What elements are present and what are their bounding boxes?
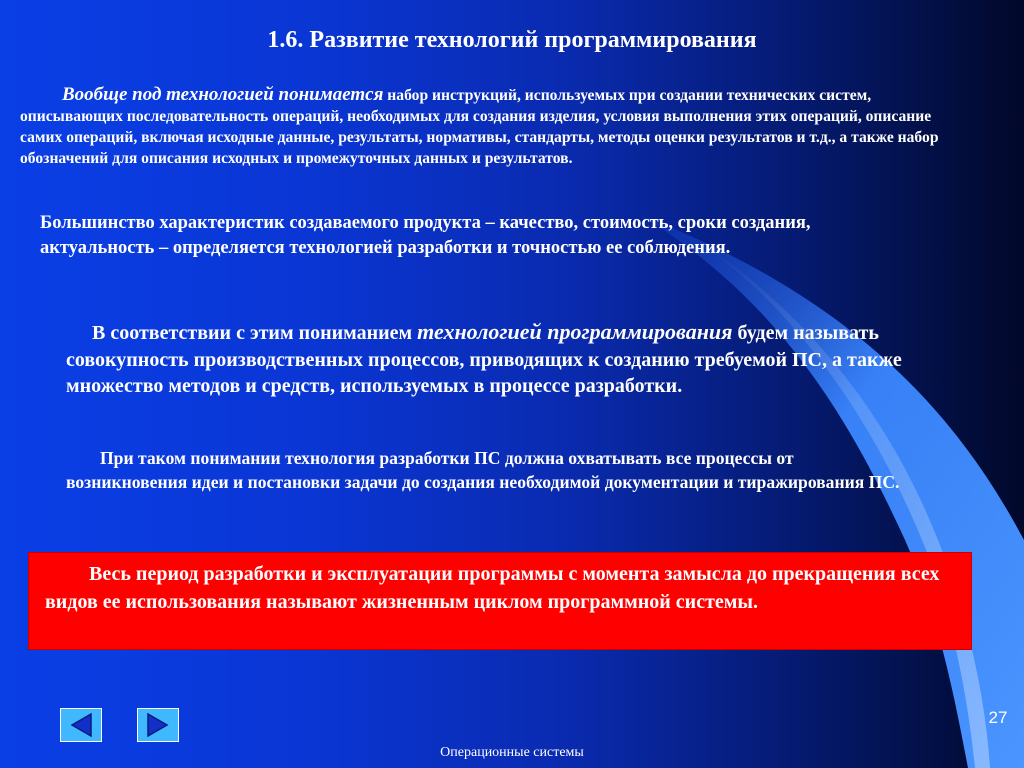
slide-title: 1.6. Развитие технологий программирования [267, 27, 757, 53]
definition-text: набор инструкций, используемых при создании технических систем, описывающих последовательность операций, необходимых для создания изделия, условия выполнения этих операций, описание самих операций, включая исходные данные, результаты, нормативы, стандарты, методы оценки результатов и т.д., а также набор обозначений для описания исходных и промежуточных данных и результатов. [20, 87, 939, 167]
lifecycle-highlight-text [45, 560, 965, 616]
programming-technology-post: будем называть совокупность производственных процессов, приводящих к созданию требуемой ПС, а также множество методов и средств, используемых в процессе разработки. [66, 322, 902, 397]
indent-spacer [66, 448, 100, 468]
indent-spacer [66, 322, 92, 344]
scope-paragraph [66, 446, 906, 494]
definition-lead: Вообще под технологией понимается [62, 84, 384, 105]
triangle-left-icon [61, 709, 101, 741]
scope-text: При таком понимании технология разработки ПС должна охватывать все процессы от возникновения идеи и постановки задачи до создания необходимой документации и тиражирования ПС. [66, 448, 900, 492]
indent-spacer [45, 563, 89, 585]
prev-slide-button[interactable] [60, 708, 102, 742]
triangle-right-icon [138, 709, 178, 741]
footer-text: Операционные системы [440, 745, 584, 760]
next-slide-button[interactable] [137, 708, 179, 742]
programming-technology-term: технологией программирования [417, 319, 733, 344]
definition-paragraph [20, 84, 975, 169]
characteristics-paragraph: Большинство характеристик создаваемого продукта – качество, стоимость, сроки создания, актуальность – определяется технологией разработки и точностью ее соблюдения. [40, 213, 811, 258]
lifecycle-definition: Весь период разработки и эксплуатации программы с момента замысла до прекращения всех видов ее использования называют жизненным циклом программной системы. [45, 563, 940, 613]
page-number: 27 [988, 708, 1008, 727]
programming-technology-pre: В соответствии с этим пониманием [92, 322, 418, 344]
programming-technology-paragraph [66, 319, 946, 400]
lifecycle-highlight-box [28, 552, 972, 650]
